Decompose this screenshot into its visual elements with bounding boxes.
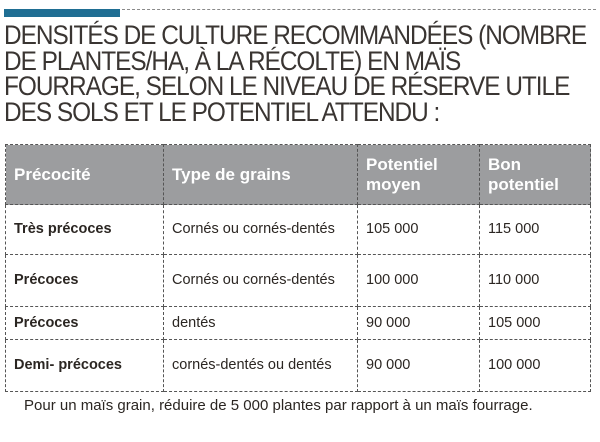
- footnote: Pour un maïs grain, réduire de 5 000 plantes par rapport à un maïs fourrage.: [24, 397, 533, 414]
- table-row: [6, 205, 591, 255]
- density-table: [5, 144, 591, 392]
- cell-precocite: Demi- précoces: [6, 340, 164, 392]
- column-header-type-grains: Type de grains: [164, 145, 358, 205]
- table-title: DENSITÉS DE CULTURE RECOMMANDÉES (NOMBRE DE PLANTES/HA, À LA RÉCOLTE) EN MAÏS FOURRAGE, SELON LE NIVEAU DE RÉSERVE UTILE DES SOLS ET LE POTENTIEL ATTENDU :: [4, 20, 587, 127]
- cell-precocite: Précoces: [6, 307, 164, 340]
- column-header-bon-potentiel: Bon potentiel: [480, 145, 591, 205]
- cell-potentiel-moyen: 90 000: [358, 307, 480, 340]
- cell-type-grains: Cornés ou cornés-dentés: [164, 205, 358, 255]
- cell-bon-potentiel: 105 000: [480, 307, 591, 340]
- cell-potentiel-moyen: 100 000: [358, 255, 480, 307]
- table-row: [6, 255, 591, 307]
- column-header-potentiel-moyen: Potentiel moyen: [358, 145, 480, 205]
- column-header-precocite: Précocité: [6, 145, 164, 205]
- cell-precocite: Précoces: [6, 255, 164, 307]
- cell-type-grains: Cornés ou cornés-dentés: [164, 255, 358, 307]
- cell-bon-potentiel: 110 000: [480, 255, 591, 307]
- table-row: [6, 340, 591, 392]
- cell-type-grains: cornés-dentés ou dentés: [164, 340, 358, 392]
- cell-potentiel-moyen: 105 000: [358, 205, 480, 255]
- cell-precocite: Très précoces: [6, 205, 164, 255]
- cell-bon-potentiel: 115 000: [480, 205, 591, 255]
- accent-bar: [4, 9, 120, 17]
- header-row: [6, 145, 591, 205]
- cell-type-grains: dentés: [164, 307, 358, 340]
- table-row: [6, 307, 591, 340]
- cell-bon-potentiel: 100 000: [480, 340, 591, 392]
- dashed-rule: [122, 9, 596, 10]
- cell-potentiel-moyen: 90 000: [358, 340, 480, 392]
